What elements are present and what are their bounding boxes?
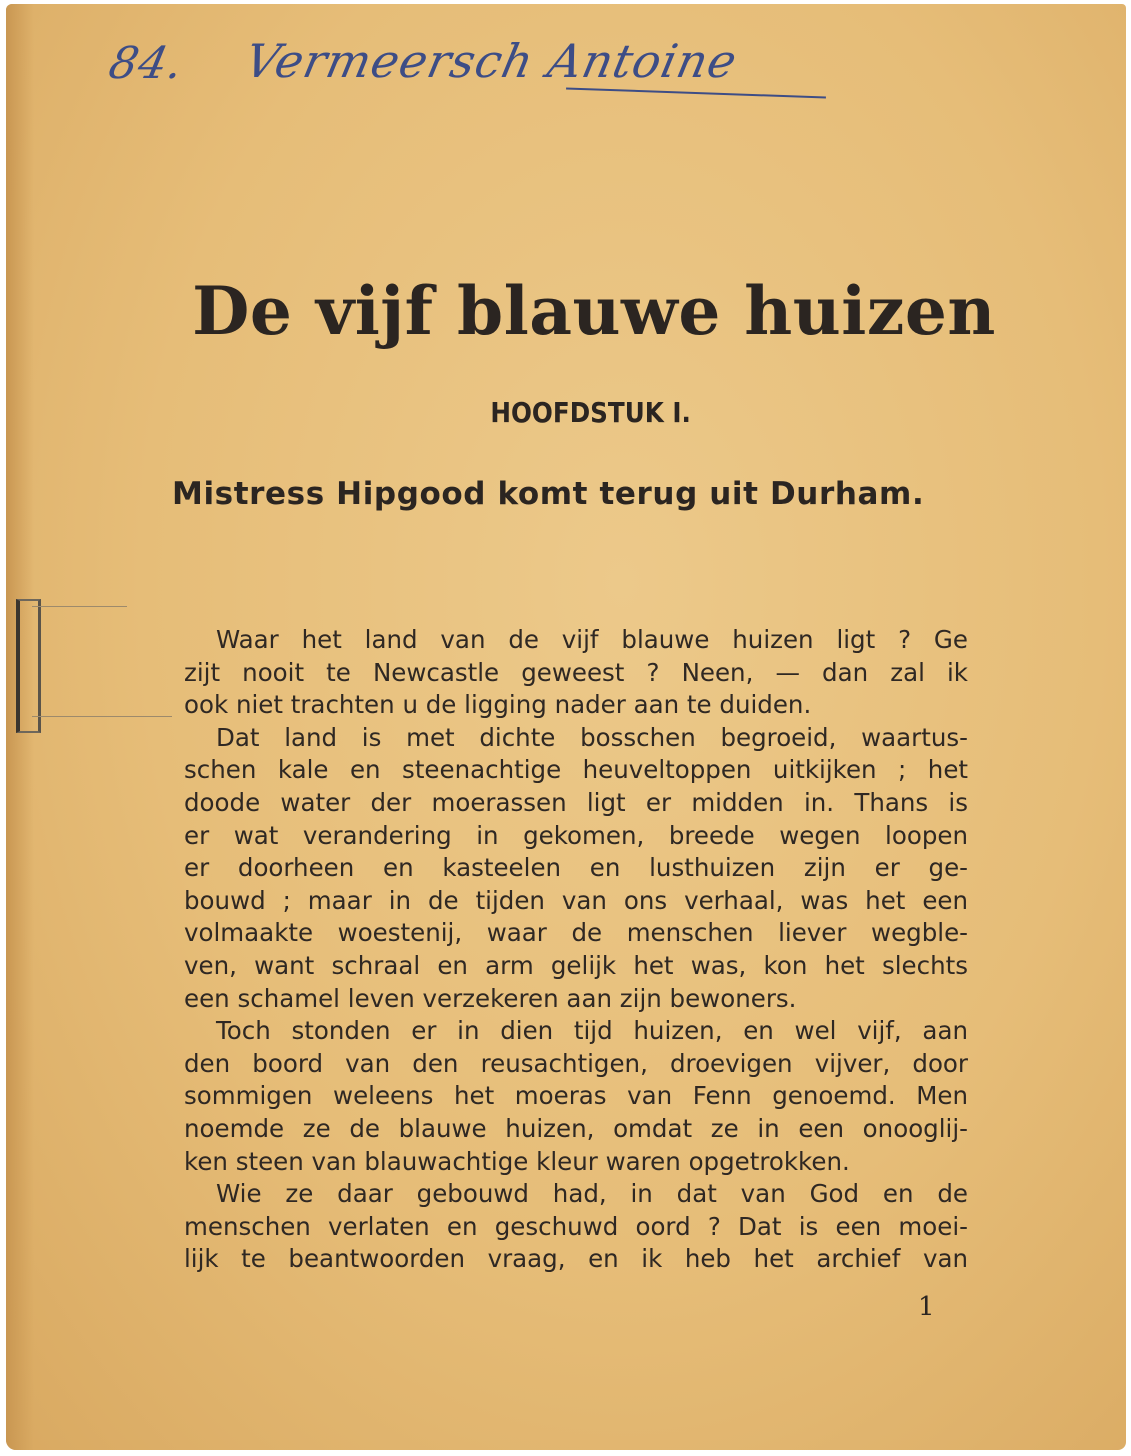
text-line: Waar het land van de vijf blauwe huizen ligt ? Ge [216, 625, 968, 654]
text-line: Wie ze daar gebouwd had, in dat van God en de [216, 1179, 968, 1209]
binding-thread-bottom [32, 716, 172, 717]
chapter-subtitle: Mistress Hipgood komt terug uit Durham. [172, 476, 925, 512]
book-page [6, 4, 1126, 1450]
text-line: er doorheen en kasteelen en lusthuizen zijn er ge- [184, 853, 968, 883]
chapter-heading: HOOFDSTUK I. [490, 396, 691, 429]
text-line: ken steen van blauwachtige kleur waren opgetrokken. [184, 1146, 850, 1176]
text-line: den boord van den reusachtigen, droevigen vijver, door [184, 1048, 968, 1078]
text-line: volmaakte woestenij, waar de menschen liever wegble- [184, 918, 968, 948]
text-line: bouwd ; maar in de tijden van ons verhaal, was het een [184, 885, 968, 915]
text-line: doode water der moerassen ligt er midden in. Thans is [184, 787, 968, 817]
binding-thread-top [32, 606, 127, 607]
text-line: noemde ze de blauwe huizen, omdat ze in een onooglij- [184, 1113, 968, 1143]
text-line: schen kale en steenachtige heuveltoppen uitkijken ; het [184, 755, 968, 785]
text-line: lijk te beantwoorden vraag, en ik heb het archief van [184, 1244, 968, 1274]
text-line: een schamel leven verzekeren aan zijn bewoners. [184, 983, 797, 1013]
binding-stitch [16, 599, 41, 733]
text-line: ven, want schraal en arm gelijk het was, kon het slechts [184, 950, 968, 980]
page-number: 1 [918, 1292, 935, 1322]
text-line: ook niet trachten u de ligging nader aan te duiden. [184, 690, 812, 720]
text-line: menschen verlaten en geschuwd oord ? Dat is een moei- [184, 1211, 968, 1241]
book-title: De vijf blauwe huizen [192, 272, 996, 350]
handwritten-owner-name: Vermeersch Antoine [240, 34, 743, 88]
handwritten-underline [566, 87, 826, 98]
body-text [184, 624, 968, 1276]
text-line: sommigen weleens het moeras van Fenn genoemd. Men [184, 1081, 968, 1111]
text-line: zijt nooit te Newcastle geweest ? Neen, — dan zal ik [184, 657, 968, 687]
text-line: er wat verandering in gekomen, breede wegen loopen [184, 820, 968, 850]
handwritten-number: 84. [104, 38, 189, 89]
text-line: Dat land is met dichte bosschen begroeid, waartus- [216, 722, 968, 752]
text-line: Toch stonden er in dien tijd huizen, en wel vijf, aan [216, 1016, 968, 1046]
